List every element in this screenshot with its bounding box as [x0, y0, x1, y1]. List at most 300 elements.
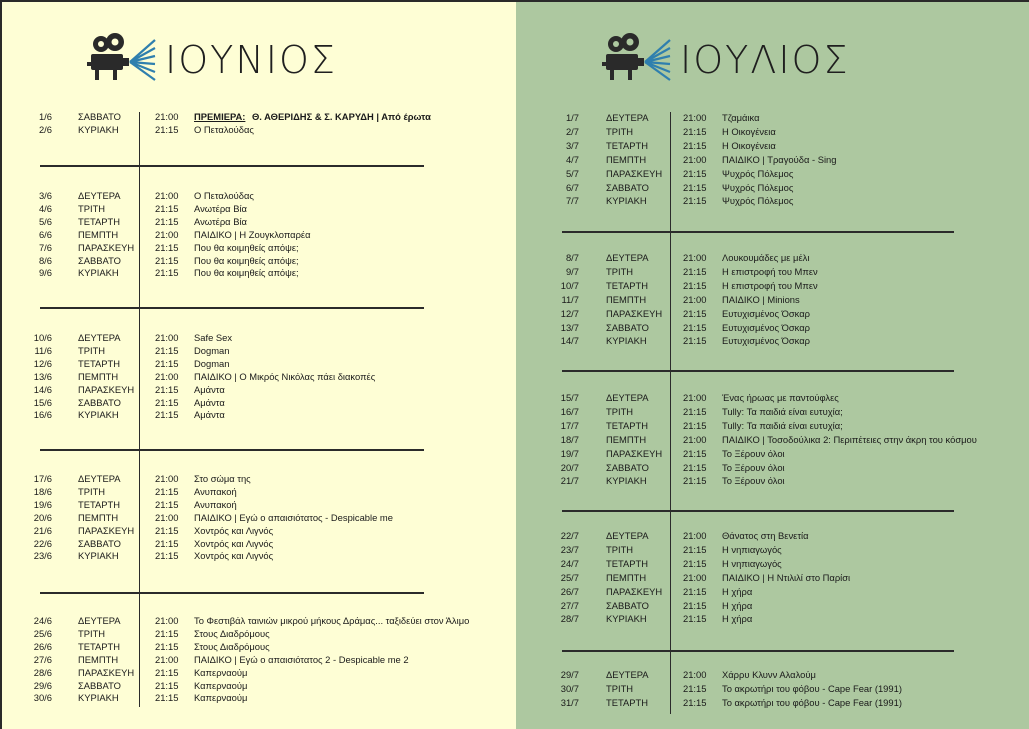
screening-date: 1/6	[38, 111, 52, 122]
schedule-row	[516, 293, 1026, 306]
screening-time: 21:15	[155, 396, 179, 408]
schedule-row	[516, 529, 1026, 542]
screening-date: 6/6	[38, 228, 52, 240]
film-title: Dogman	[194, 344, 230, 356]
film-title: Ανωτέρα Βία	[194, 202, 247, 214]
screening-time: 21:00	[155, 228, 179, 240]
screening-day: ΠΑΡΑΣΚΕΥΗ	[606, 167, 663, 179]
schedule-row	[2, 396, 512, 409]
screening-day: ΚΥΡΙΑΚΗ	[78, 267, 119, 279]
schedule-row	[516, 125, 1026, 138]
screening-date: 2/6	[38, 123, 52, 135]
film-title: Safe Sex	[194, 332, 233, 343]
screening-time: 21:00	[683, 112, 707, 123]
screening-day: ΤΡΙΤΗ	[78, 344, 106, 356]
screening-time: 21:00	[683, 669, 707, 680]
screening-date: 6/7	[565, 181, 579, 193]
july-header	[600, 32, 849, 88]
screening-day: ΠΑΡΑΣΚΕΥΗ	[606, 447, 663, 459]
screening-date: 18/7	[560, 433, 579, 445]
screening-date: 8/7	[565, 252, 579, 263]
screening-date: 24/7	[560, 557, 579, 569]
screening-time: 21:15	[683, 307, 707, 319]
screening-day: ΠΑΡΑΣΚΕΥΗ	[78, 383, 135, 395]
screening-time: 21:15	[155, 241, 179, 253]
screening-day: ΤΡΙΤΗ	[606, 265, 634, 277]
schedule-row	[2, 202, 512, 215]
film-title: Η νηπιαγωγός	[722, 543, 782, 555]
film-projector-icon	[600, 32, 672, 88]
film-title: Ένας ήρωας με παντούφλες	[722, 392, 839, 403]
schedule-row	[516, 543, 1026, 556]
screening-time: 21:15	[155, 537, 179, 549]
schedule-row	[516, 447, 1026, 460]
screening-day: ΚΥΡΙΑΚΗ	[606, 195, 647, 207]
schedule-row	[516, 419, 1026, 432]
screening-date: 23/6	[33, 550, 52, 562]
film-title: Στους Διαδρόμους	[194, 640, 270, 652]
screening-day: ΣΑΒΒΑΤΟ	[78, 679, 121, 691]
screening-time: 21:15	[155, 692, 179, 704]
screening-day: ΤΕΤΑΡΤΗ	[78, 640, 121, 652]
screening-day: ΤΡΙΤΗ	[606, 405, 634, 417]
screening-time: 21:00	[683, 433, 707, 445]
film-title: Που θα κοιμηθείς απόψε;	[194, 254, 299, 266]
screening-day: ΠΕΜΠΤΗ	[78, 370, 119, 382]
screening-day: ΔΕΥΤΕΡΑ	[78, 615, 121, 626]
film-title: Η χήρα	[722, 613, 753, 625]
screening-date: 20/7	[560, 461, 579, 473]
schedule-row	[2, 408, 512, 421]
screening-time: 21:15	[155, 640, 179, 652]
schedule-row	[2, 524, 512, 537]
schedule-row	[2, 666, 512, 679]
film-title: Ευτυχισμένος Όσκαρ	[722, 335, 810, 347]
screening-day: ΤΕΤΑΡΤΗ	[606, 279, 649, 291]
screening-day: ΔΕΥΤΕΡΑ	[606, 530, 649, 541]
film-projector-icon	[85, 32, 157, 88]
film-title: Tully: Τα παιδιά είναι ευτυχία;	[722, 405, 843, 417]
screening-time: 21:15	[155, 123, 179, 135]
screening-time: 21:15	[155, 550, 179, 562]
screening-time: 21:15	[155, 485, 179, 497]
schedule-row	[2, 215, 512, 228]
schedule-row	[2, 549, 512, 562]
screening-time: 21:15	[683, 419, 707, 431]
screening-date: 5/7	[565, 167, 579, 179]
schedule-row	[516, 167, 1026, 180]
film-title: Που θα κοιμηθείς απόψε;	[194, 241, 299, 253]
screening-time: 21:00	[155, 511, 179, 523]
screening-date: 25/7	[560, 571, 579, 583]
week-separator	[40, 307, 424, 309]
screening-date: 21/6	[33, 524, 52, 536]
film-title: Χάρρυ Κλυνν Αλαλούμ	[722, 669, 816, 680]
screening-date: 28/7	[560, 613, 579, 625]
screening-date: 8/6	[38, 254, 52, 266]
week-separator	[40, 165, 424, 167]
schedule-row	[2, 653, 512, 666]
film-title: Στο σώμα της	[194, 473, 251, 484]
schedule-row	[516, 461, 1026, 474]
film-title: Καπερναούμ	[194, 692, 248, 704]
schedule-row	[2, 498, 512, 511]
screening-date: 21/7	[560, 475, 579, 487]
screening-time: 21:15	[683, 475, 707, 487]
film-title: Ανυπακοή	[194, 498, 237, 510]
screening-day: ΚΥΡΙΑΚΗ	[78, 409, 119, 421]
screening-date: 30/6	[33, 692, 52, 704]
screening-day: ΤΕΤΑΡΤΗ	[606, 139, 649, 151]
screening-day: ΣΑΒΒΑΤΟ	[78, 254, 121, 266]
schedule-row	[516, 251, 1026, 264]
screening-date: 31/7	[560, 696, 579, 708]
film-title: Η χήρα	[722, 585, 753, 597]
screening-date: 1/7	[565, 112, 579, 123]
screening-date: 27/6	[33, 653, 52, 665]
film-title: Καπερναούμ	[194, 666, 248, 678]
screening-date: 4/6	[38, 202, 52, 214]
screening-time: 21:15	[683, 543, 707, 555]
screening-day: ΤΕΤΑΡΤΗ	[606, 696, 649, 708]
screening-date: 19/7	[560, 447, 579, 459]
screening-time: 21:15	[683, 613, 707, 625]
film-title: Η επιστροφή του Μπεν	[722, 279, 818, 291]
film-title: Ανυπακοή	[194, 485, 237, 497]
screening-day: ΤΡΙΤΗ	[606, 543, 634, 555]
screening-date: 27/7	[560, 599, 579, 611]
schedule-row	[2, 627, 512, 640]
screening-date: 3/6	[38, 190, 52, 201]
screening-date: 2/7	[565, 125, 579, 137]
screening-time: 21:15	[683, 195, 707, 207]
schedule-row	[2, 357, 512, 370]
schedule-row	[516, 139, 1026, 152]
screening-time: 21:15	[683, 167, 707, 179]
screening-day: ΠΕΜΠΤΗ	[78, 511, 119, 523]
screening-time: 21:00	[155, 190, 179, 201]
film-title: Η χήρα	[722, 599, 753, 611]
film-title: ΠΑΙΔΙΚΟ | Τραγούδα - Sing	[722, 153, 837, 165]
screening-date: 14/7	[560, 335, 579, 347]
screening-day: ΠΕΜΠΤΗ	[78, 228, 119, 240]
film-title: Το ακρωτήρι του φόβου - Cape Fear (1991)	[722, 696, 902, 708]
screening-time: 21:15	[683, 599, 707, 611]
screening-time: 21:15	[683, 335, 707, 347]
week-separator	[562, 370, 954, 372]
film-title: Η επιστροφή του Μπεν	[722, 265, 818, 277]
screening-time: 21:15	[683, 557, 707, 569]
schedule-row	[2, 485, 512, 498]
screening-date: 9/6	[38, 267, 52, 279]
screening-day: ΠΕΜΠΤΗ	[78, 653, 119, 665]
screening-time: 21:15	[155, 202, 179, 214]
schedule-row	[516, 557, 1026, 570]
screening-date: 16/7	[560, 405, 579, 417]
film-title: Η νηπιαγωγός	[722, 557, 782, 569]
screening-date: 7/6	[38, 241, 52, 253]
film-title: Καπερναούμ	[194, 679, 248, 691]
schedule-row	[516, 321, 1026, 334]
film-title: ΠΑΙΔΙΚΟ | Ο Μικρός Νικόλας πάει διακοπές	[194, 370, 376, 382]
june-header	[85, 32, 337, 88]
screening-day: ΣΑΒΒΑΤΟ	[606, 321, 649, 333]
schedule-row	[516, 433, 1026, 446]
screening-time: 21:15	[155, 383, 179, 395]
screening-day: ΚΥΡΙΑΚΗ	[78, 123, 119, 135]
screening-day: ΣΑΒΒΑΤΟ	[78, 396, 121, 408]
screening-day: ΣΑΒΒΑΤΟ	[606, 181, 649, 193]
schedule-row	[2, 123, 512, 136]
screening-day: ΤΕΤΑΡΤΗ	[78, 498, 121, 510]
film-title: Το ακρωτήρι του φόβου - Cape Fear (1991)	[722, 682, 902, 694]
screening-day: ΔΕΥΤΕΡΑ	[606, 669, 649, 680]
screening-day: ΠΕΜΠΤΗ	[606, 433, 647, 445]
week-separator	[562, 650, 954, 652]
screening-time: 21:15	[683, 696, 707, 708]
screening-date: 13/6	[33, 370, 52, 382]
screening-time: 21:15	[683, 265, 707, 277]
screening-time: 21:15	[155, 498, 179, 510]
screening-time: 21:15	[155, 357, 179, 369]
screening-day: ΠΕΜΠΤΗ	[606, 153, 647, 165]
july-panel	[516, 0, 1029, 729]
screening-date: 11/7	[561, 293, 579, 305]
schedule-row	[2, 254, 512, 267]
schedule-row	[516, 391, 1026, 404]
film-title: ΠΑΙΔΙΚΟ | Minions	[722, 293, 800, 305]
schedule-row	[516, 585, 1026, 598]
screening-time: 21:15	[155, 409, 179, 421]
film-title: Dogman	[194, 357, 230, 369]
screening-day: ΤΡΙΤΗ	[606, 682, 634, 694]
film-title: Ψυχρός Πόλεμος	[722, 167, 794, 179]
film-title: ΠΑΙΔΙΚΟ | Η Ντιλιλί στο Παρίσι	[722, 571, 851, 583]
screening-day: ΤΡΙΤΗ	[606, 125, 634, 137]
schedule-row	[2, 679, 512, 692]
screening-date: 15/7	[560, 392, 579, 403]
screening-day: ΤΕΤΑΡΤΗ	[606, 419, 649, 431]
schedule-row	[2, 110, 512, 123]
screening-day: ΔΕΥΤΕΡΑ	[606, 252, 649, 263]
screening-date: 18/6	[33, 485, 52, 497]
schedule-row	[2, 511, 512, 524]
screening-date: 24/6	[33, 615, 52, 626]
screening-date: 25/6	[33, 627, 52, 639]
schedule-row	[516, 307, 1026, 320]
screening-day: ΤΡΙΤΗ	[78, 485, 106, 497]
film-title: Ψυχρός Πόλεμος	[722, 195, 794, 207]
schedule-row	[516, 111, 1026, 124]
screening-day: ΤΕΤΑΡΤΗ	[78, 357, 121, 369]
schedule-row	[516, 194, 1026, 207]
film-title: Χοντρός και Λιγνός	[194, 524, 274, 536]
schedule-row	[516, 279, 1026, 292]
screening-time: 21:00	[683, 153, 707, 165]
screening-time: 21:00	[683, 392, 707, 403]
screening-time: 21:15	[683, 125, 707, 137]
schedule-row	[516, 334, 1026, 347]
screening-date: 12/6	[33, 357, 52, 369]
film-title: Αμάντα	[194, 383, 225, 395]
screening-time: 21:00	[683, 252, 707, 263]
schedule-row	[2, 189, 512, 202]
film-title: Θ. ΑΘΕΡΙΔΗΣ & Σ. ΚΑΡΥΔΗ | Από έρωτα	[252, 111, 431, 122]
screening-day: ΣΑΒΒΑΤΟ	[78, 537, 121, 549]
screening-time: 21:00	[683, 293, 707, 305]
screening-time: 21:00	[155, 111, 179, 122]
screening-date: 5/6	[38, 215, 52, 227]
screening-time: 21:15	[155, 627, 179, 639]
screening-day: ΠΑΡΑΣΚΕΥΗ	[606, 585, 663, 597]
film-title: Που θα κοιμηθείς απόψε;	[194, 267, 299, 279]
screening-date: 29/7	[560, 669, 579, 680]
film-title: Ευτυχισμένος Όσκαρ	[722, 307, 810, 319]
screening-day: ΔΕΥΤΕΡΑ	[606, 112, 649, 123]
premiere-label: ΠΡΕΜΙΕΡΑ:	[194, 111, 246, 122]
screening-time: 21:00	[155, 473, 179, 484]
screening-day: ΠΕΜΠΤΗ	[606, 571, 647, 583]
screening-time: 21:15	[155, 215, 179, 227]
schedule-row	[516, 696, 1026, 709]
film-title: Η Οικογένεια	[722, 125, 776, 137]
screening-date: 15/6	[33, 396, 52, 408]
schedule-row	[2, 640, 512, 653]
film-title: Το Ξέρουν όλοι	[722, 475, 785, 487]
week-separator	[562, 510, 954, 512]
screening-date: 19/6	[33, 498, 52, 510]
screening-time: 21:15	[155, 344, 179, 356]
screening-date: 10/6	[33, 332, 52, 343]
screening-day: ΠΑΡΑΣΚΕΥΗ	[78, 524, 135, 536]
film-title: Το Ξέρουν όλοι	[722, 461, 785, 473]
screening-day: ΣΑΒΒΑΤΟ	[78, 111, 121, 122]
schedule-row	[516, 612, 1026, 625]
film-title: Χοντρός και Λιγνός	[194, 537, 274, 549]
screening-date: 30/7	[560, 682, 579, 694]
schedule-row	[516, 474, 1026, 487]
screening-date: 28/6	[33, 666, 52, 678]
screening-day: ΚΥΡΙΑΚΗ	[78, 692, 119, 704]
screening-day: ΔΕΥΤΕΡΑ	[606, 392, 649, 403]
month-title: ΙΟΥΛΙΟΣ	[680, 38, 850, 82]
film-title: Η Οικογένεια	[722, 139, 776, 151]
film-title: ΠΑΙΔΙΚΟ | Εγώ ο απαισιότατος 2 - Despicable me 2	[194, 653, 409, 665]
film-title: ΠΑΙΔΙΚΟ | Τοσοδούλικα 2: Περιπέτειες στην άκρη του κόσμου	[722, 433, 977, 445]
screening-time: 21:15	[683, 181, 707, 193]
film-title: Ο Πεταλούδας	[194, 190, 254, 201]
screening-date: 12/7	[560, 307, 579, 319]
screening-day: ΤΡΙΤΗ	[78, 202, 106, 214]
screening-date: 26/6	[33, 640, 52, 652]
screening-date: 20/6	[33, 511, 52, 523]
screening-day: ΚΥΡΙΑΚΗ	[78, 550, 119, 562]
screening-day: ΔΕΥΤΕΡΑ	[78, 473, 121, 484]
screening-date: 10/7	[560, 279, 579, 291]
screening-day: ΣΑΒΒΑΤΟ	[606, 461, 649, 473]
screening-day: ΚΥΡΙΑΚΗ	[606, 613, 647, 625]
screening-day: ΠΑΡΑΣΚΕΥΗ	[78, 241, 135, 253]
schedule-row	[2, 614, 512, 627]
schedule-row	[2, 370, 512, 383]
screening-time: 21:15	[683, 447, 707, 459]
schedule-row	[2, 241, 512, 254]
screening-time: 21:00	[155, 653, 179, 665]
screening-day: ΔΕΥΤΕΡΑ	[78, 332, 121, 343]
film-title: Στους Διαδρόμους	[194, 627, 270, 639]
film-title: Χοντρός και Λιγνός	[194, 550, 274, 562]
screening-time: 21:15	[155, 267, 179, 279]
screening-time: 21:00	[683, 530, 707, 541]
film-title: Tully: Τα παιδιά είναι ευτυχία;	[722, 419, 843, 431]
screening-date: 9/7	[565, 265, 579, 277]
screening-day: ΠΑΡΑΣΚΕΥΗ	[606, 307, 663, 319]
screening-date: 7/7	[565, 195, 579, 207]
film-title: ΠΑΙΔΙΚΟ | Εγώ ο απαισιότατος - Despicable me	[194, 511, 393, 523]
screening-time: 21:00	[155, 332, 179, 343]
screening-day: ΠΕΜΠΤΗ	[606, 293, 647, 305]
week-separator	[562, 231, 954, 233]
film-title: Ψυχρός Πόλεμος	[722, 181, 794, 193]
screening-time: 21:15	[683, 321, 707, 333]
schedule-row	[516, 682, 1026, 695]
screening-day: ΣΑΒΒΑΤΟ	[606, 599, 649, 611]
schedule-row	[2, 537, 512, 550]
screening-time: 21:15	[683, 139, 707, 151]
screening-day: ΚΥΡΙΑΚΗ	[606, 335, 647, 347]
screening-time: 21:00	[155, 370, 179, 382]
screening-day: ΔΕΥΤΕΡΑ	[78, 190, 121, 201]
screening-time: 21:00	[683, 571, 707, 583]
screening-time: 21:15	[155, 254, 179, 266]
screening-time: 21:15	[155, 524, 179, 536]
schedule-row	[516, 405, 1026, 418]
schedule-row	[516, 265, 1026, 278]
film-title: Λουκουμάδες με μέλι	[722, 252, 810, 263]
film-title: ΠΑΙΔΙΚΟ | Η Ζουγκλοπαρέα	[194, 228, 311, 240]
screening-day: ΤΡΙΤΗ	[78, 627, 106, 639]
film-title: Ο Πεταλούδας	[194, 123, 254, 135]
film-title: Ανωτέρα Βία	[194, 215, 247, 227]
screening-day: ΠΑΡΑΣΚΕΥΗ	[78, 666, 135, 678]
screening-date: 13/7	[560, 321, 579, 333]
film-title: Το Φεστιβάλ ταινιών μικρού μήκους Δράμας... ταξιδεύει στον Άλιμο	[194, 615, 470, 626]
screening-date: 17/6	[33, 473, 52, 484]
screening-date: 23/7	[560, 543, 579, 555]
schedule-row	[2, 344, 512, 357]
schedule-row	[516, 668, 1026, 681]
screening-date: 29/6	[33, 679, 52, 691]
screening-date: 14/6	[33, 383, 52, 395]
screening-date: 16/6	[33, 409, 52, 421]
film-title: Τζαμάικα	[722, 112, 760, 123]
month-title: ΙΟΥΝΙΟΣ	[165, 38, 337, 82]
schedule-row	[2, 472, 512, 485]
screening-date: 22/6	[33, 537, 52, 549]
screening-day: ΚΥΡΙΑΚΗ	[606, 475, 647, 487]
screening-date: 4/7	[565, 153, 579, 165]
screening-time: 21:15	[683, 461, 707, 473]
schedule-row	[516, 571, 1026, 584]
screening-date: 26/7	[560, 585, 579, 597]
screening-time: 21:15	[155, 679, 179, 691]
screening-time: 21:00	[155, 615, 179, 626]
schedule-row	[516, 181, 1026, 194]
screening-day: ΤΕΤΑΡΤΗ	[606, 557, 649, 569]
schedule-row	[516, 153, 1026, 166]
schedule-row	[2, 331, 512, 344]
film-title: Αμάντα	[194, 409, 225, 421]
